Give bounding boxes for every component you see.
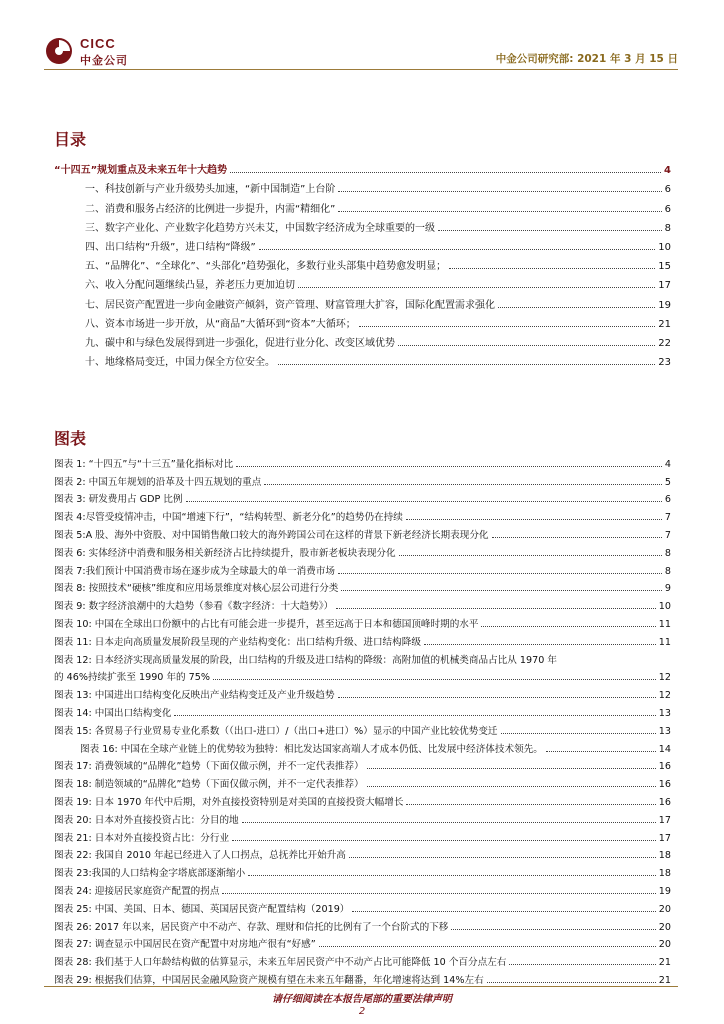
toc-leader-dots xyxy=(278,364,655,365)
figure-entry-text: 图表 26: 2017 年以来，居民资产中不动产、存款、理财和信托的比例有了一个台阶式的下移 xyxy=(54,921,449,933)
figure-entry[interactable] xyxy=(54,950,671,968)
figure-page-number: 16 xyxy=(658,796,671,808)
figure-entry[interactable] xyxy=(54,470,671,488)
toc-entry-text: 六、收入分配问题继续凸显，养老压力更加迫切 xyxy=(85,280,295,292)
figure-leader-dots xyxy=(174,715,655,716)
toc-page-number: 17 xyxy=(658,280,671,292)
toc-entry-text: 三、数字产业化、产业数字化趋势方兴未艾，中国数字经济成为全球重要的一级 xyxy=(85,222,435,234)
logo-text-cn: 中金公司 xyxy=(80,54,128,67)
figure-entry-text: 图表 10: 中国在全球出口份额中的占比有可能会进一步提升，甚至远高于日本和德国顶峰时期的水平 xyxy=(54,618,479,630)
figure-page-number: 18 xyxy=(658,868,671,880)
figure-leader-dots xyxy=(341,590,661,591)
footer-disclaimer: 请仔细阅读在本报告尾部的重要法律声明 xyxy=(272,994,452,1005)
figure-entry[interactable] xyxy=(54,861,671,879)
figure-leader-dots xyxy=(352,911,655,912)
figure-entry-text: 图表 24: 迎接居民家庭资产配置的拐点 xyxy=(54,885,220,897)
figure-leader-dots xyxy=(213,679,656,680)
figure-entry[interactable] xyxy=(54,826,671,844)
toc-leader-dots xyxy=(449,268,655,269)
figure-entry[interactable] xyxy=(54,808,671,826)
figure-leader-dots xyxy=(406,804,655,805)
figure-leader-dots xyxy=(509,964,655,965)
toc-title: 目录 xyxy=(54,130,87,149)
figure-entry-text: 图表 22: 我国自 2010 年起已经进入了人口拐点，总抚养比开始升高 xyxy=(54,850,346,862)
figure-entry[interactable] xyxy=(54,701,671,719)
figure-entry-text: 图表 23:我国的人口结构金字塔底部逐渐缩小 xyxy=(54,868,246,880)
figure-entry-text: 图表 15: 各贸易子行业贸易专业化系数（（出口-进口）/（出口+进口）%）显示的中国产业比较优势变迁 xyxy=(54,725,498,737)
figure-leader-dots xyxy=(399,555,662,556)
figure-entry-text: 图表 14: 中国出口结构变化 xyxy=(54,707,172,719)
figure-entry-text: 图表 1: “十四五”与“十三五”量化指标对比 xyxy=(54,458,234,470)
toc-entry[interactable] xyxy=(54,272,671,291)
toc-entry-text: 十、地缘格局变迁，中国力保全方位安全。 xyxy=(85,357,275,369)
toc-entry-text: 八、资本市场进一步开放，从“商品”大循环到“资本”大循环； xyxy=(85,318,356,330)
header-divider xyxy=(44,69,678,70)
toc-entry[interactable] xyxy=(54,176,671,195)
figure-page-number: 11 xyxy=(658,636,671,648)
figure-entry-text: 图表 20: 日本对外直接投资占比：分目的地 xyxy=(54,814,239,826)
figure-leader-dots xyxy=(501,733,656,734)
toc-page-number: 6 xyxy=(664,203,671,215)
toc-entry-text: “十四五”规划重点及未来五年十大趋势 xyxy=(54,165,228,177)
figure-page-number: 12 xyxy=(658,672,671,684)
figure-entry[interactable] xyxy=(54,523,671,541)
figure-page-number: 14 xyxy=(658,743,671,755)
figure-leader-dots xyxy=(186,501,662,502)
toc-entry[interactable] xyxy=(54,253,671,272)
toc-leader-dots xyxy=(298,287,655,288)
figure-leader-dots xyxy=(336,608,656,609)
figure-page-number: 11 xyxy=(658,618,671,630)
figure-leader-dots xyxy=(338,697,656,698)
figure-entry-text: 图表 13: 中国进出口结构变化反映出产业结构变迁及产业升级趋势 xyxy=(54,690,335,702)
toc-entry-text: 二、消费和服务占经济的比例进一步提升，内需“精细化” xyxy=(85,203,336,215)
figure-page-number: 20 xyxy=(658,939,671,951)
figure-entry[interactable] xyxy=(54,666,671,684)
toc-leader-dots xyxy=(359,326,656,327)
figure-entry[interactable] xyxy=(54,755,671,773)
figure-entry[interactable] xyxy=(54,683,671,701)
figure-entry[interactable] xyxy=(54,505,671,523)
figure-entry-text: 的 46%持续扩张至 1990 年的 75% xyxy=(54,672,211,684)
figure-page-number: 4 xyxy=(664,458,671,470)
toc-entry-text: 四、出口结构“升级”，进口结构“降级” xyxy=(85,241,256,253)
figure-page-number: 21 xyxy=(658,957,671,969)
toc-page-number: 19 xyxy=(658,299,671,311)
figure-page-number: 18 xyxy=(658,850,671,862)
figure-entry[interactable] xyxy=(54,488,671,506)
toc-entry-text: 五、“品牌化”、“全球化”、“头部化”趋势强化，多数行业头部集中趋势愈发明显； xyxy=(85,261,447,273)
figure-entry-text: 图表 27: 调查显示中国居民在资产配置中对房地产很有“好感” xyxy=(54,939,316,951)
figures-list xyxy=(54,452,671,986)
toc-leader-dots xyxy=(259,249,656,250)
figure-page-number: 16 xyxy=(658,779,671,791)
figure-page-number: 17 xyxy=(658,814,671,826)
figure-entry[interactable] xyxy=(54,737,671,755)
figure-leader-dots xyxy=(546,751,656,752)
figure-entry-text: 图表 8: 按照技术“硬核”维度和应用场景维度对核心层公司进行分类 xyxy=(54,583,339,595)
figure-page-number: 8 xyxy=(664,547,671,559)
figure-entry-text: 图表 12: 日本经济实现高质量发展的阶段，出口结构的升级及进口结构的降级：高附加值的机械类商品占比从 1970 年 xyxy=(54,654,557,666)
toc-page-number: 22 xyxy=(658,337,671,349)
figure-leader-dots xyxy=(242,822,656,823)
figure-leader-dots xyxy=(338,573,662,574)
figure-entry[interactable] xyxy=(54,915,671,933)
figure-page-number: 7 xyxy=(664,512,671,524)
toc-entry[interactable] xyxy=(54,234,671,253)
header-date: 中金公司研究部: 2021 年 3 月 15 日 xyxy=(495,53,678,65)
toc-page-number: 10 xyxy=(658,241,671,253)
figure-entry[interactable] xyxy=(54,719,671,737)
cicc-logo-mark-icon xyxy=(44,36,74,66)
figure-entry[interactable] xyxy=(54,879,671,897)
figure-leader-dots xyxy=(236,466,662,467)
toc-page-number: 15 xyxy=(658,261,671,273)
toc-leader-dots xyxy=(398,345,655,346)
figure-page-number: 20 xyxy=(658,921,671,933)
figure-entry[interactable] xyxy=(54,630,671,648)
figure-entry[interactable] xyxy=(54,648,671,666)
figure-entry-text: 图表 19: 日本 1970 年代中后期，对外直接投资特别是对美国的直接投资大幅增长 xyxy=(54,796,404,808)
figure-entry-text: 图表 2: 中国五年规划的沿革及十四五规划的重点 xyxy=(54,476,262,488)
page-number: 2 xyxy=(358,1006,366,1017)
figure-page-number: 10 xyxy=(658,601,671,613)
figure-entry-text: 图表 9: 数字经济浪潮中的大趋势（参看《数字经济：十大趋势》） xyxy=(54,601,334,613)
figure-entry-text: 图表 29: 根据我们估算，中国居民金融风险资产规模有望在未来五年翻番，年化增速将达到 14%左右 xyxy=(54,974,484,986)
figure-entry-text: 图表 7:我们预计中国消费市场在逐步成为全球最大的单一消费市场 xyxy=(54,565,336,577)
figure-page-number: 17 xyxy=(658,832,671,844)
figure-leader-dots xyxy=(232,840,656,841)
toc-entry-text: 一、科技创新与产业升级势头加速，“新中国制造”上台阶 xyxy=(85,184,336,196)
figure-leader-dots xyxy=(451,929,655,930)
figure-entry-text: 图表 6: 实体经济中消费和服务相关新经济占比持续提升，股市新老板块表现分化 xyxy=(54,547,396,559)
toc-list xyxy=(54,157,671,368)
toc-entry[interactable] xyxy=(54,157,671,176)
figure-page-number: 20 xyxy=(658,903,671,915)
toc-entry[interactable] xyxy=(54,291,671,310)
toc-entry[interactable] xyxy=(54,311,671,330)
figure-leader-dots xyxy=(349,857,656,858)
toc-leader-dots xyxy=(338,191,661,192)
toc-page-number: 8 xyxy=(664,222,671,234)
toc-entry[interactable] xyxy=(54,349,671,368)
cicc-logo xyxy=(44,32,164,72)
figure-leader-dots xyxy=(319,946,656,947)
figure-page-number: 7 xyxy=(664,529,671,541)
figure-leader-dots xyxy=(492,537,662,538)
figure-entry[interactable] xyxy=(54,577,671,595)
toc-entry-text: 七、居民资产配置进一步向金融资产倾斜，资产管理、财富管理大扩容，国际化配置需求强化 xyxy=(85,299,495,311)
toc-leader-dots xyxy=(438,230,662,231)
figure-entry-text: 图表 18: 制造领域的“品牌化”趋势（下面仅做示例，并不一定代表推荐） xyxy=(54,779,364,791)
toc-entry[interactable] xyxy=(54,330,671,349)
figure-entry-text: 图表 21: 日本对外直接投资占比：分行业 xyxy=(54,832,230,844)
figure-entry[interactable] xyxy=(54,790,671,808)
figure-entry[interactable] xyxy=(54,897,671,915)
figure-leader-dots xyxy=(406,519,662,520)
figure-page-number: 13 xyxy=(658,725,671,737)
figures-title: 图表 xyxy=(54,429,87,448)
figure-entry-text: 图表 28: 我们基于人口年龄结构做的估算显示，未来五年居民资产中不动产占比可能降低 10 个百分点左右 xyxy=(54,957,507,969)
figure-entry[interactable] xyxy=(54,452,671,470)
figure-entry-text: 图表 5:A 股、海外中资股、对中国销售敞口较大的海外跨国公司在这样的背景下新老经济长期表现分化 xyxy=(54,529,489,541)
figure-page-number: 13 xyxy=(658,707,671,719)
figure-entry-text: 图表 11: 日本走向高质量发展阶段呈现的产业结构变化：出口结构升级、进口结构降级 xyxy=(54,636,421,648)
figure-page-number: 12 xyxy=(658,690,671,702)
figure-leader-dots xyxy=(424,644,656,645)
figure-page-number: 6 xyxy=(664,494,671,506)
figure-page-number: 9 xyxy=(664,583,671,595)
figure-leader-dots xyxy=(487,982,656,983)
figure-leader-dots xyxy=(367,786,656,787)
figure-page-number: 5 xyxy=(664,476,671,488)
figure-entry[interactable] xyxy=(54,844,671,862)
footer-divider xyxy=(44,986,678,987)
toc-leader-dots xyxy=(230,172,661,173)
toc-page-number: 23 xyxy=(658,357,671,369)
toc-entry[interactable] xyxy=(54,195,671,214)
figure-leader-dots xyxy=(222,893,655,894)
toc-leader-dots xyxy=(338,211,661,212)
logo-text-en: CICC xyxy=(80,36,116,51)
figure-page-number: 21 xyxy=(658,974,671,986)
figure-entry[interactable] xyxy=(54,933,671,951)
toc-page-number: 21 xyxy=(658,318,671,330)
figure-leader-dots xyxy=(264,484,662,485)
page-header xyxy=(0,0,724,80)
toc-page-number: 6 xyxy=(664,184,671,196)
toc-leader-dots xyxy=(498,307,655,308)
figure-page-number: 8 xyxy=(664,565,671,577)
figure-entry[interactable] xyxy=(54,594,671,612)
figure-entry[interactable] xyxy=(54,612,671,630)
figure-leader-dots xyxy=(367,768,656,769)
figure-entry-text: 图表 25: 中国、美国、日本、德国、英国居民资产配置结构（2019） xyxy=(54,903,350,915)
figure-leader-dots xyxy=(481,626,655,627)
figure-page-number: 19 xyxy=(658,885,671,897)
toc-entry[interactable] xyxy=(54,215,671,234)
figure-leader-dots xyxy=(248,875,656,876)
figure-entry[interactable] xyxy=(54,772,671,790)
figure-entry[interactable] xyxy=(54,559,671,577)
figure-page-number: 16 xyxy=(658,761,671,773)
toc-page-number: 4 xyxy=(664,165,671,177)
figure-entry-text: 图表 3: 研发费用占 GDP 比例 xyxy=(54,494,183,506)
figure-entry-text: 图表 17: 消费领域的“品牌化”趋势（下面仅做示例，并不一定代表推荐） xyxy=(54,761,364,773)
figure-entry-text: 图表 4:尽管受疫情冲击，中国“增速下行”，“结构转型、新老分化”的趋势仍在持续 xyxy=(54,512,403,524)
figure-entry-text: 图表 16: 中国在全球产业链上的优势较为独特：相比发达国家高端人才成本仍低、比发展中经济体技术领先。 xyxy=(80,743,543,755)
figure-entry[interactable] xyxy=(54,541,671,559)
toc-entry-text: 九、碳中和与绿色发展得到进一步强化，促进行业分化、改变区域优势 xyxy=(85,337,395,349)
figure-entry[interactable] xyxy=(54,968,671,986)
